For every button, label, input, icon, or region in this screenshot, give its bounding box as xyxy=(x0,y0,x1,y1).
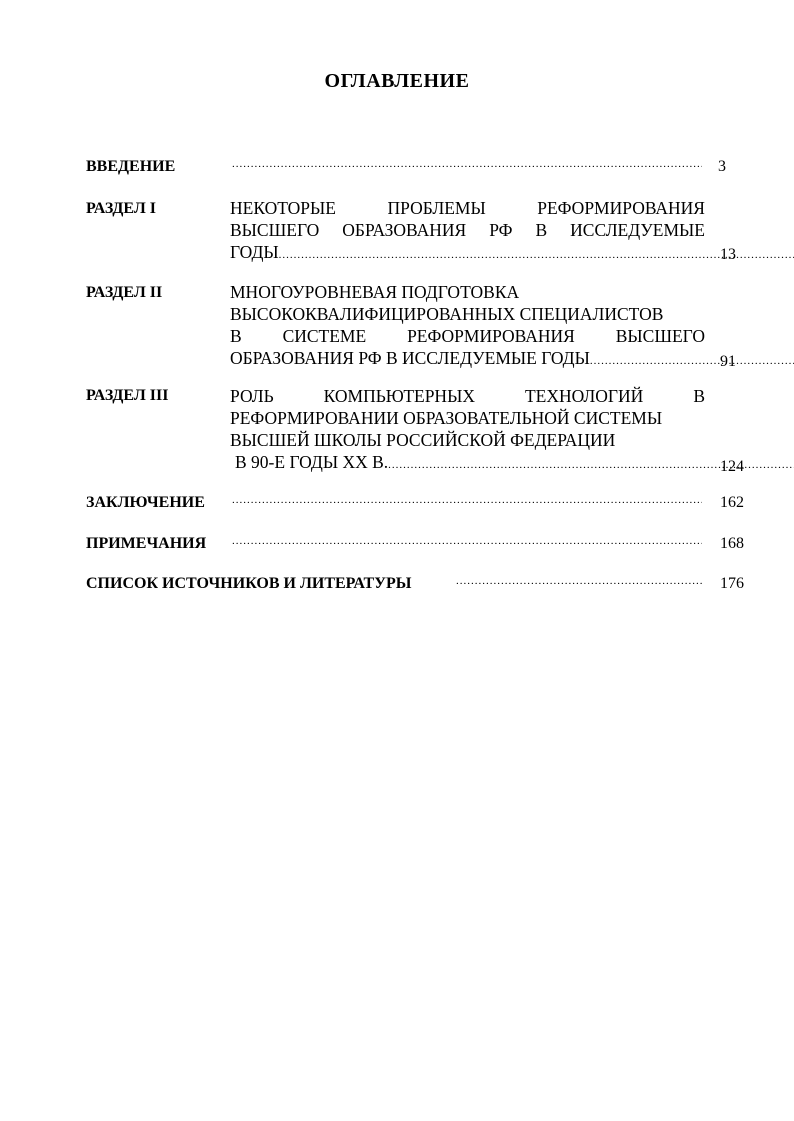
toc-line: РОЛЬ КОМПЬЮТЕРНЫХ ТЕХНОЛОГИЙ В xyxy=(230,386,705,406)
toc-label-section1: РАЗДЕЛ I xyxy=(86,200,156,217)
toc-page-sources: 176 xyxy=(720,575,744,592)
toc-dots-intro xyxy=(232,158,702,170)
toc-dots-notes xyxy=(232,535,702,547)
toc-page-section2: 91 xyxy=(720,353,736,370)
toc-page-conclusion: 162 xyxy=(720,494,744,511)
toc-line: РЕФОРМИРОВАНИИ ОБРАЗОВАТЕЛЬНОЙ СИСТЕМЫ xyxy=(230,408,663,428)
toc-entry-section3 xyxy=(230,385,705,476)
toc-line: В СИСТЕМЕ РЕФОРМИРОВАНИЯ ВЫСШЕГО xyxy=(230,326,705,346)
toc-page-intro: 3 xyxy=(718,158,726,175)
toc-line: ВЫСШЕГО ОБРАЗОВАНИЯ РФ В ИССЛЕДУЕМЫЕ xyxy=(230,220,705,240)
toc-line-last: В 90-Е ГОДЫ XX В...... xyxy=(230,451,700,476)
toc-page-section3: 124 xyxy=(720,458,744,475)
toc-dots-sources xyxy=(456,575,702,587)
toc-dots-conclusion xyxy=(232,494,702,506)
toc-label-notes: ПРИМЕЧАНИЯ xyxy=(86,535,207,552)
toc-line: ВЫСОКОКВАЛИФИЦИРОВАННЫХ СПЕЦИАЛИСТОВ xyxy=(230,304,664,324)
toc-line-last: ОБРАЗОВАНИЯ РФ В ИССЛЕДУЕМЫЕ ГОДЫ..... xyxy=(230,347,700,372)
page-title: ОГЛАВЛЕНИЕ xyxy=(324,70,470,92)
toc-label-conclusion: ЗАКЛЮЧЕНИЕ xyxy=(86,494,205,511)
toc-line: МНОГОУРОВНЕВАЯ ПОДГОТОВКА xyxy=(230,282,520,302)
toc-line: НЕКОТОРЫЕ ПРОБЛЕМЫ РЕФОРМИРОВАНИЯ xyxy=(230,198,705,218)
toc-entry-section1 xyxy=(230,197,705,266)
toc-entry-section2 xyxy=(230,281,705,372)
toc-line: ВЫСШЕЙ ШКОЛЫ РОССИЙСКОЙ ФЕДЕРАЦИИ xyxy=(230,430,616,450)
toc-label-section3: РАЗДЕЛ III xyxy=(86,387,169,404)
toc-label-section2: РАЗДЕЛ II xyxy=(86,284,163,301)
toc-label-intro: ВВЕДЕНИЕ xyxy=(86,158,176,175)
toc-line-last: ГОДЫ..... xyxy=(230,241,688,266)
toc-page-section1: 13 xyxy=(720,246,736,263)
toc-page-notes: 168 xyxy=(720,535,744,552)
toc-label-sources: СПИСОК ИСТОЧНИКОВ И ЛИТЕРАТУРЫ xyxy=(86,575,412,592)
